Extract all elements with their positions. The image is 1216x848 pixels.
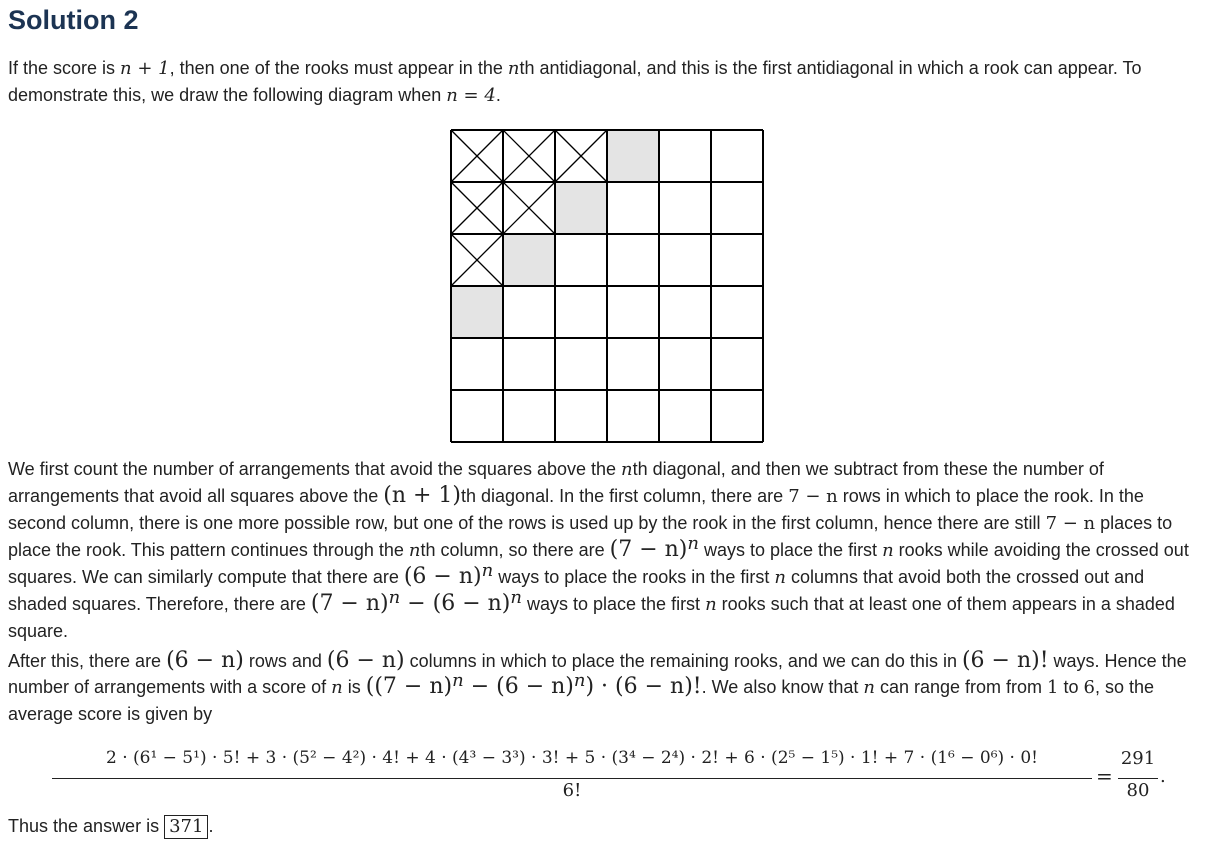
math-exponent: n — [687, 533, 699, 554]
math-exponent: n — [510, 587, 522, 608]
math: n — [408, 540, 421, 561]
text: rows in which to place the rook. In the second column, there is one more possible row, but one of the rows is used up by the rook in the first column, hence there are still — [8, 486, 1144, 533]
result-numerator: 291 — [1120, 748, 1156, 769]
math: 6 — [1083, 677, 1095, 698]
average-score-formula — [8, 738, 1208, 808]
math: n — [863, 677, 875, 698]
text: rows and — [243, 651, 327, 671]
shaded-square — [555, 182, 607, 234]
math: − (6 − n) — [400, 591, 511, 616]
text: We first count the number of arrangements that avoid the squares above the — [8, 459, 622, 479]
text: . — [495, 85, 501, 105]
math: (6 − n) — [326, 648, 405, 673]
paragraph-counting — [8, 456, 1203, 644]
text: columns in which to place the remaining rooks, and we can do this in — [404, 651, 962, 671]
text: is — [342, 677, 366, 697]
math: 7 − n — [788, 486, 838, 507]
solution-heading: Solution 2 — [8, 5, 139, 35]
shaded-square — [503, 234, 555, 286]
math: − (6 − n) — [463, 674, 574, 699]
math-exponent: n — [452, 670, 464, 691]
text: th column, so there are — [420, 540, 610, 560]
fraction-bar — [52, 778, 1092, 779]
math-exponent: n — [388, 587, 401, 608]
text: If the score is — [8, 58, 121, 78]
text: to — [1058, 677, 1084, 697]
math: n — [705, 594, 717, 615]
math: ) · (6 − n)! — [585, 674, 702, 699]
text: , then one of the rooks must appear in the — [169, 58, 508, 78]
paragraph-intro — [8, 55, 1203, 109]
text: places to place the rook. This pattern continues through the — [8, 513, 1173, 560]
math: n = 4 — [446, 85, 496, 106]
text: After this, there are — [8, 651, 167, 671]
math: n + 1 — [120, 58, 170, 79]
math: n — [507, 58, 520, 79]
math: (6 − n) — [166, 648, 244, 673]
formula-period: . — [1160, 766, 1166, 787]
math: 7 − n — [1045, 513, 1096, 534]
math: n — [774, 567, 786, 588]
math: n — [331, 677, 343, 698]
math: n — [882, 540, 894, 561]
text: rooks while avoiding the crossed out squares. We can similarly compute that there are — [8, 540, 1189, 587]
math: (7 − n) — [609, 537, 688, 562]
text: ways to place the first — [698, 540, 883, 560]
text: can range from from — [874, 677, 1048, 697]
text: th antidiagonal, and this is the first antidiagonal in which a rook can appear. To demonstrate this, we draw the following diagram when — [8, 58, 1142, 105]
math: (n + 1) — [383, 483, 461, 508]
conclusion-text: Thus the answer is — [8, 816, 165, 836]
math: ((7 − n) — [365, 674, 453, 699]
text: . We also know that — [701, 677, 864, 697]
text: ways to place the first — [521, 594, 706, 614]
text: rooks such that at least one of them appears in a shaded square. — [8, 594, 1175, 641]
math: (6 − n) — [403, 564, 482, 589]
text: columns that avoid both the crossed out and shaded squares. Therefore, there are — [8, 567, 1145, 614]
formula-numerator: 2 · (6¹ − 5¹) · 5! + 3 · (5² − 4²) · 4! + 4 · (4³ − 3³) · 3! + 5 · (3⁴ − 2⁴) · 2! + 6 · (2⁵ − 1⁵) · 1! + 7 · (1⁶ − 0⁶) · 0! — [105, 748, 1039, 768]
math-exponent: n — [573, 670, 586, 691]
text: , so the average score is given by — [8, 677, 1155, 724]
math: (6 − n)! — [961, 648, 1049, 673]
boxed-answer: 371 — [164, 815, 208, 839]
formula-denominator: 6! — [562, 780, 582, 801]
equals-sign: = — [1096, 764, 1113, 788]
text: ways to place the rooks in the first — [493, 567, 775, 587]
math: (7 − n) — [310, 591, 389, 616]
result-denominator: 80 — [1126, 780, 1150, 801]
rook-diagram — [450, 129, 772, 444]
text: . — [208, 816, 214, 836]
shaded-square — [607, 130, 659, 182]
math-exponent: n — [481, 560, 494, 581]
text: th diagonal, and then we subtract from these the number of arrangements that avoid all squares above the — [8, 459, 1104, 506]
result-fraction-bar — [1118, 778, 1158, 779]
text: th diagonal. In the first column, there are — [461, 486, 789, 506]
math: n — [621, 459, 633, 480]
math: 1 — [1047, 677, 1059, 698]
paragraph-remaining — [8, 648, 1203, 727]
shaded-square — [451, 286, 503, 338]
conclusion — [8, 813, 1203, 839]
text: ways. Hence the number of arrangements with a score of — [8, 651, 1187, 697]
